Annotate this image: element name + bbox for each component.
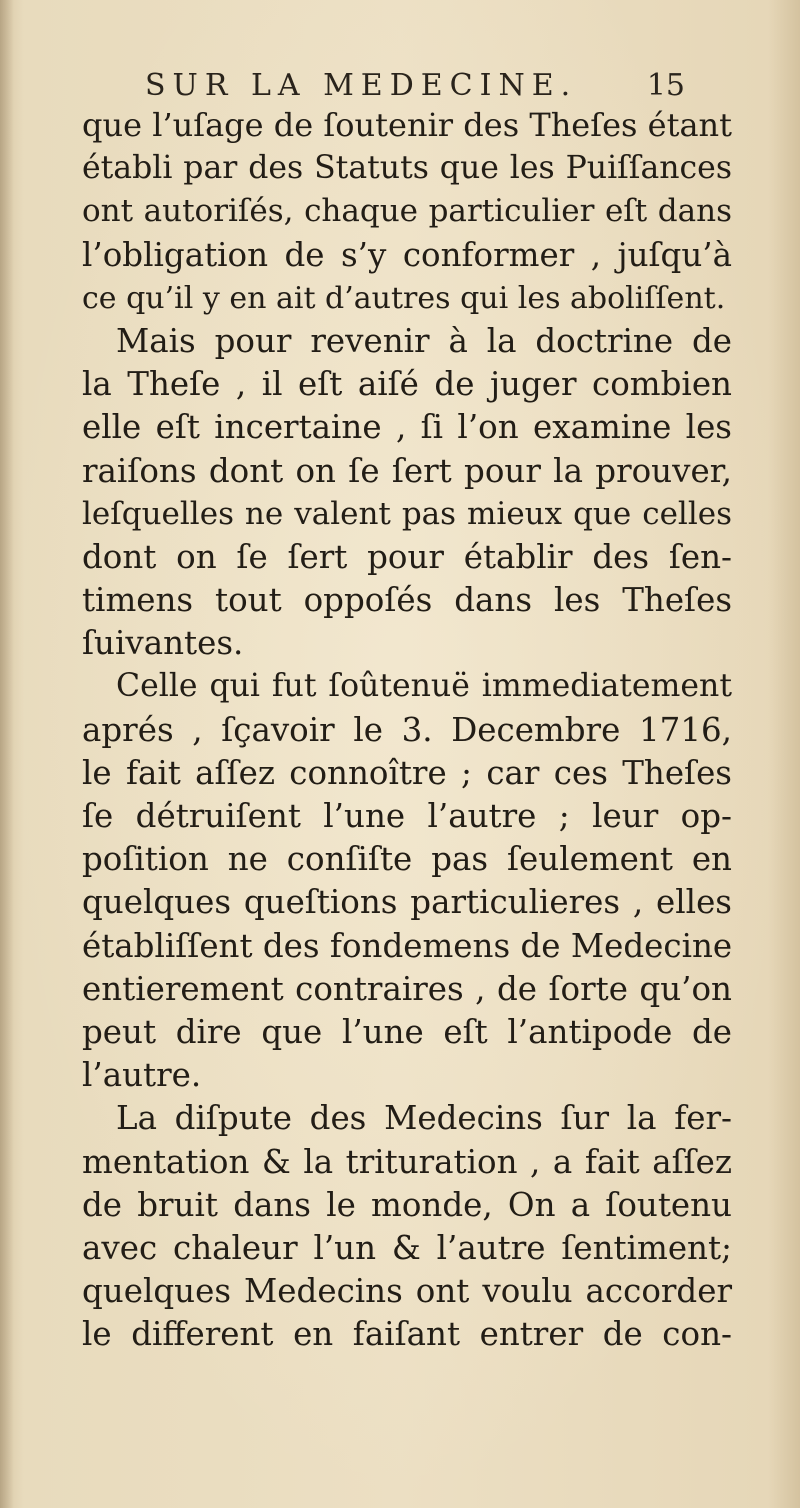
text-line: ce qu’il y en ait d’autres qui les aboliſſent. <box>82 280 726 316</box>
text-line: que l’uſage de ſoutenir des Theſes étant <box>82 106 732 144</box>
text-line: raiſons dont on ſe ſert pour la prouver, <box>82 451 732 490</box>
text-line: elle eſt incertaine , ſi l’on examine les <box>82 408 732 447</box>
page-number: 15 <box>646 68 685 103</box>
text-line: de bruit dans le monde, On a ſoutenu <box>82 1185 732 1224</box>
text-line: timens tout oppoſés dans les Theſes <box>82 581 732 620</box>
text-line: établi par des Statuts que les Puiſſances <box>82 150 732 187</box>
text-line: entierement contraires , de ſorte qu’on <box>82 969 732 1008</box>
text-line: quelques queſtions particulieres , elles <box>82 883 732 922</box>
text-line: l’obligation de s’y conformer , juſqu’à <box>82 235 732 274</box>
text-line: leſquelles ne valent pas mieux que celles <box>82 495 732 532</box>
body-text <box>82 104 732 1356</box>
text-line: l’autre. <box>82 1056 202 1095</box>
text-line: Mais pour revenir à la doctrine de <box>116 321 732 360</box>
running-title: SUR LA MEDECINE. <box>145 68 578 103</box>
text-line: établiſſent des fondemens de Medecine <box>82 926 733 965</box>
text-line: poſition ne conſiſte pas ſeulement en <box>82 840 732 879</box>
text-line: avec chaleur l’un & l’autre ſentiment; <box>82 1228 732 1267</box>
text-line: ſe détruiſent l’une l’autre ; leur op- <box>82 797 732 835</box>
text-line: peut dire que l’une eſt l’antipode de <box>82 1012 732 1051</box>
text-line: la Theſe , il eſt aiſé de juger combien <box>82 365 732 404</box>
text-line: La diſpute des Medecins ſur la fer- <box>116 1099 732 1138</box>
page-gutter-shadow <box>0 0 14 1508</box>
text-line: ſuivantes. <box>82 624 244 663</box>
text-line: Celle qui fut ſoûtenuë immediatement <box>116 668 732 705</box>
text-line: le fait aſſez connoître ; car ces Theſes <box>82 753 732 792</box>
text-line: aprés , ſçavoir le 3. Decembre 1716, <box>82 710 732 749</box>
text-line: le different en faiſant entrer de con- <box>82 1315 732 1354</box>
text-line: mentation & la trituration , a fait aſſez <box>82 1142 732 1181</box>
page-header <box>145 68 685 108</box>
text-line: dont on ſe ſert pour établir des ſen- <box>82 537 732 576</box>
text-line: quelques Medecins ont voulu accorder <box>82 1272 732 1311</box>
text-line: ont autoriſés, chaque particulier eſt dans <box>82 193 732 230</box>
